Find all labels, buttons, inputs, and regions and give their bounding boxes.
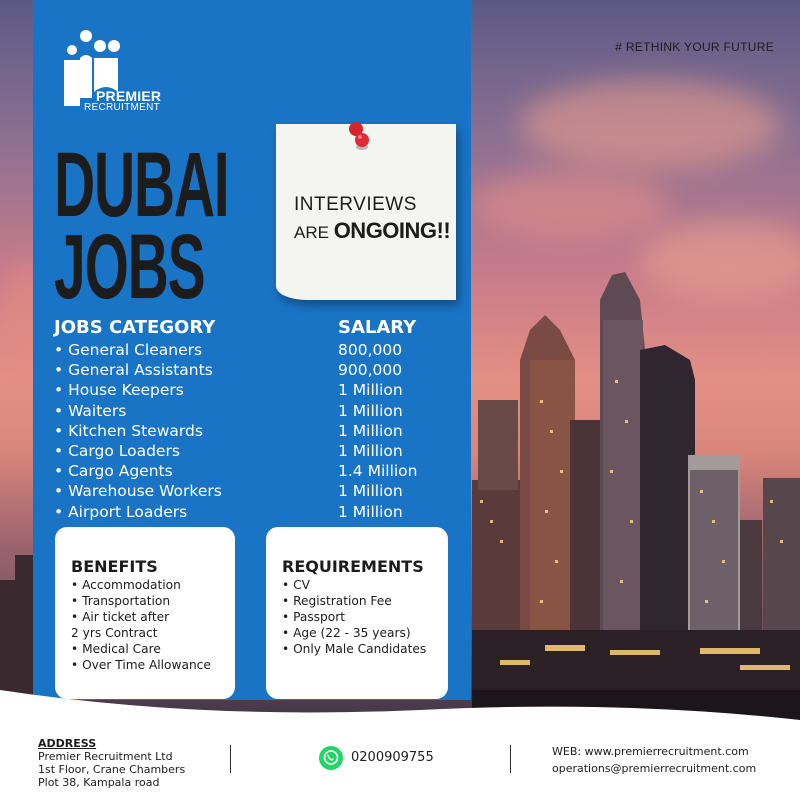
salary-item: 1 Million bbox=[338, 502, 403, 521]
job-item: • Kitchen Stewards bbox=[54, 421, 203, 440]
headline-dubai: DUBAI bbox=[54, 134, 229, 236]
footer-web-contacts bbox=[552, 743, 756, 777]
salary-item: 1 Million bbox=[338, 482, 403, 501]
note-are-text: ARE bbox=[294, 223, 334, 242]
job-item: • Warehouse Workers bbox=[54, 482, 222, 501]
salary-item: 1 Million bbox=[338, 421, 403, 440]
job-item: • General Assistants bbox=[54, 361, 213, 380]
brand-subtitle: RECRUITMENT bbox=[84, 102, 161, 113]
job-item: • Cargo Agents bbox=[54, 462, 173, 481]
salary-item: 1 Million bbox=[338, 401, 403, 420]
push-pin-icon bbox=[347, 121, 371, 151]
requirement-item: • Only Male Candidates bbox=[282, 642, 427, 656]
phone-number[interactable]: 0200909755 bbox=[351, 750, 434, 765]
salary-list bbox=[338, 340, 417, 522]
benefits-title: BENEFITS bbox=[71, 557, 158, 576]
benefit-item: • Air ticket after bbox=[71, 610, 170, 624]
job-item: • Cargo Loaders bbox=[54, 441, 180, 460]
note-interviews-text: INTERVIEWS bbox=[294, 194, 417, 215]
note-ongoing-text bbox=[294, 218, 450, 244]
benefit-item: 2 yrs Contract bbox=[71, 626, 158, 640]
headline-jobs: JOBS bbox=[54, 216, 205, 318]
job-item: • Waiters bbox=[54, 401, 127, 420]
requirements-card bbox=[266, 527, 448, 699]
address-line: Plot 38, Kampala road bbox=[38, 776, 160, 789]
footer-divider bbox=[510, 745, 511, 773]
whatsapp-icon bbox=[319, 746, 343, 770]
job-item: • Airport Loaders bbox=[54, 502, 188, 521]
brand-name: PREMIER bbox=[96, 88, 162, 104]
benefit-item: • Over Time Allowance bbox=[71, 658, 211, 672]
salary-item: 800,000 bbox=[338, 341, 403, 359]
requirements-list bbox=[282, 577, 426, 657]
jobs-list bbox=[54, 340, 222, 522]
salary-item: 900,000 bbox=[338, 361, 403, 380]
salary-item: 1 Million bbox=[338, 381, 403, 400]
requirement-item: • Passport bbox=[282, 610, 346, 624]
benefit-item: • Accommodation bbox=[71, 578, 181, 592]
benefits-list bbox=[71, 577, 211, 673]
address-line: Premier Recruitment Ltd bbox=[38, 750, 173, 763]
salary-item: 1.4 Million bbox=[338, 462, 418, 481]
job-item: • House Keepers bbox=[54, 381, 184, 400]
note-ongoing-bold: ONGOING!! bbox=[333, 218, 451, 243]
benefit-item: • Medical Care bbox=[71, 642, 161, 656]
benefits-card bbox=[55, 527, 235, 699]
requirement-item: • Registration Fee bbox=[282, 594, 392, 608]
address-line: 1st Floor, Crane Chambers bbox=[38, 763, 186, 776]
requirements-title: REQUIREMENTS bbox=[282, 557, 424, 576]
jobs-category-heading: JOBS CATEGORY bbox=[54, 317, 216, 338]
tagline: # RETHINK YOUR FUTURE bbox=[615, 40, 774, 54]
salary-item: 1 Million bbox=[338, 441, 403, 460]
job-item: • General Cleaners bbox=[54, 341, 203, 359]
benefit-item: • Transportation bbox=[71, 594, 171, 608]
website-link[interactable]: WEB: www.premierrecruitment.com bbox=[552, 745, 749, 758]
footer-address bbox=[38, 737, 185, 789]
requirement-item: • Age (22 - 35 years) bbox=[282, 626, 411, 640]
requirement-item: • CV bbox=[282, 578, 310, 592]
salary-heading: SALARY bbox=[338, 317, 417, 338]
address-heading: ADDRESS bbox=[38, 737, 97, 750]
email-link[interactable]: operations@premierrecruitment.com bbox=[552, 762, 757, 775]
footer-divider bbox=[230, 745, 231, 773]
